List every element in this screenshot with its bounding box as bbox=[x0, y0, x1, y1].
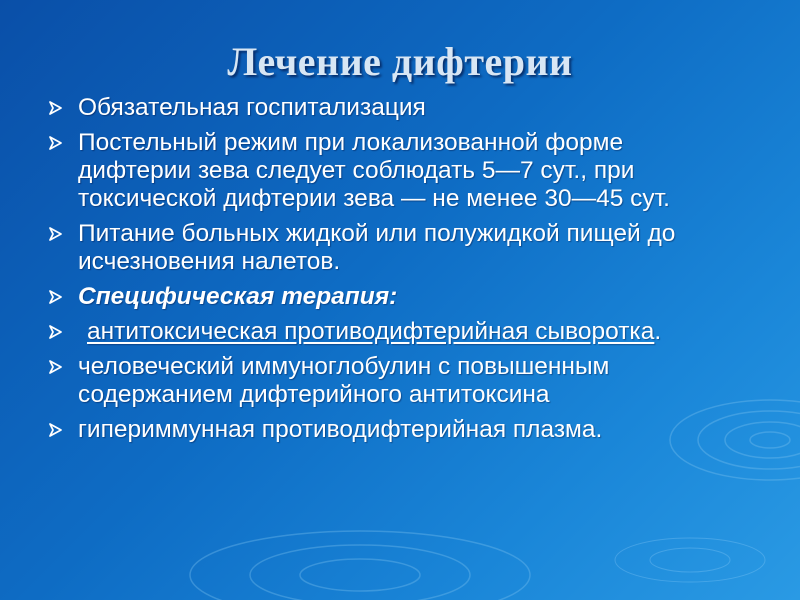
bullet-item-bed-rest bbox=[48, 129, 738, 213]
bullet-text: Питание больных жидкой или полужидкой пищей до исчезновения налетов. bbox=[78, 220, 676, 275]
bullet-item-nutrition bbox=[48, 220, 738, 276]
arrowhead-bullet-icon bbox=[48, 416, 78, 444]
bullet-text: Обязательная госпитализация bbox=[78, 94, 426, 121]
bullet-text: Постельный режим при локализованной форме дифтерии зева следует соблюдать 5—7 сут., при токсической дифтерии зева — не менее 30—45 сут. bbox=[78, 129, 670, 212]
bullet-text: гипериммунная противодифтерийная плазма. bbox=[78, 416, 603, 443]
slide-title: Лечение дифтерии bbox=[227, 39, 573, 84]
bullet-item-immunoglobulin bbox=[48, 353, 738, 409]
bullet-item-antitoxic-serum bbox=[48, 318, 738, 346]
arrowhead-bullet-icon bbox=[48, 283, 78, 311]
bullet-item-specific-therapy bbox=[48, 283, 738, 311]
arrowhead-bullet-icon bbox=[48, 94, 78, 122]
bullet-item-hospitalization bbox=[48, 94, 738, 122]
bullet-text bbox=[78, 318, 738, 346]
bullet-item-hyperimmune-plasma bbox=[48, 416, 738, 444]
arrowhead-bullet-icon bbox=[48, 318, 78, 346]
arrowhead-bullet-icon bbox=[48, 220, 78, 248]
arrowhead-bullet-icon bbox=[48, 129, 78, 157]
bullet-tail: . bbox=[654, 318, 662, 345]
arrowhead-bullet-icon bbox=[48, 353, 78, 381]
bullet-text: человеческий иммуноглобулин с повышенным содержанием дифтерийного антитоксина bbox=[78, 353, 610, 408]
bullet-list bbox=[48, 94, 738, 451]
antitoxic-serum-link[interactable]: антитоксическая противодифтерийная сыворотка bbox=[87, 318, 655, 345]
bullet-heading-specific-therapy: Специфическая терапия: bbox=[78, 283, 398, 310]
